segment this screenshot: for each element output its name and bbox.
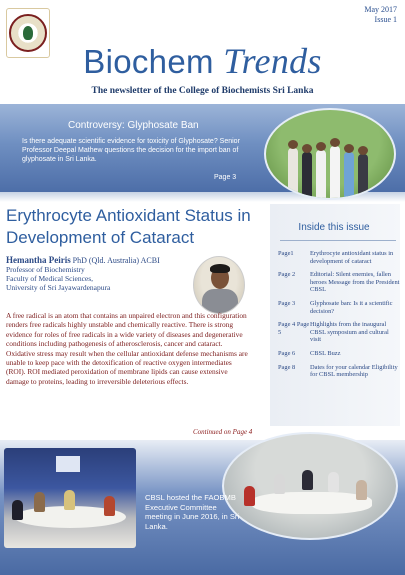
- continued-link[interactable]: Continued on Page 4: [193, 428, 253, 436]
- toc-desc: Editorial: Silent enemies, fallen heroes Message from the President CBSL: [310, 271, 400, 294]
- attendee-figure: [302, 470, 313, 490]
- controversy-heading: Controversy: Glyphosate Ban: [68, 120, 199, 131]
- article-title: Erythrocyte Antioxidant Status in Development of Cataract: [6, 206, 251, 247]
- attendee-figure: [356, 480, 367, 500]
- toc-desc: Glyphosate ban: Is it a scientific decision?: [310, 299, 393, 315]
- projector-screen: [56, 456, 80, 472]
- attendee-figure: [104, 496, 115, 516]
- toc-item[interactable]: [278, 271, 400, 294]
- newsletter-subtitle: The newsletter of the College of Biochemists Sri Lanka: [91, 86, 314, 96]
- author-block: [6, 256, 196, 292]
- newsletter-title: [0, 40, 405, 82]
- meeting-table: [252, 492, 372, 514]
- toc-desc: Erythrocyte antioxidant status in development of cataract: [310, 250, 394, 265]
- controversy-page-link[interactable]: Page 3: [214, 174, 237, 181]
- title-plain: Biochem: [83, 43, 224, 80]
- issue-date: May 2017: [364, 5, 397, 14]
- toc-desc: Highlights from the inaugural CBSL symposium and cultural visit: [310, 321, 389, 344]
- person-figure: [316, 150, 326, 198]
- toc-item[interactable]: [278, 364, 400, 379]
- author-degree: PhD (Qld. Australia) ACBI: [72, 256, 160, 265]
- author-line: Professor of Biochemistry: [6, 265, 85, 274]
- toc-title: Inside this issue: [298, 222, 370, 233]
- photo-caption: CBSL hosted the FAOBMB Executive Committee meeting in June 2016, in Sri Lanka.: [145, 493, 240, 531]
- toc-desc: Dates for your calendar Eligibility for CBSL membership: [310, 363, 398, 379]
- group-photo: [264, 108, 396, 200]
- toc-page: Page 8: [278, 363, 296, 371]
- person-figure: [302, 152, 312, 198]
- issue-info: [364, 5, 397, 25]
- meeting-photo-right: [222, 432, 398, 540]
- author-line: Faculty of Medical Sciences,: [6, 274, 94, 283]
- author-name: Hemantha Peiris: [6, 255, 71, 265]
- person-figure: [288, 148, 298, 198]
- toc-page: Page 4 Page 5: [278, 321, 310, 336]
- attendee-figure: [64, 490, 75, 510]
- toc-page: Page1: [278, 250, 294, 257]
- attendee-figure: [244, 486, 255, 506]
- controversy-text: Is there adequate scientific evidence for toxicity of Glyphosate? Senior Professor Deepal Mathew questions the decision for the import ban of glyphosate in Sri Lanka.: [22, 138, 240, 163]
- toc-list: [278, 250, 400, 385]
- toc-desc: CBSL Buzz: [310, 349, 341, 357]
- author-line: University of Sri Jayawardenapura: [6, 283, 111, 292]
- toc-page: Page 2: [278, 271, 296, 279]
- toc-item[interactable]: [278, 350, 400, 358]
- person-figure: [330, 146, 340, 198]
- toc-page: Page 6: [278, 349, 296, 357]
- person-figure: [358, 154, 368, 198]
- issue-number: Issue 1: [374, 15, 397, 24]
- toc-item[interactable]: [278, 250, 400, 265]
- toc-item[interactable]: [278, 300, 400, 315]
- attendee-figure: [328, 472, 339, 492]
- article-body: A free radical is an atom that contains an unpaired electron and this configuration renders free radicals highly unstable and chemically reactive. There is strong evidence for roles of free radicals in a wide variety of diseases and degenerative conditions including pathogenesis of atherosclerosis, cancer and cataract. Oxidative stress may result when the cellular antioxidant defense mechanisms are unable to keep pace with the detoxification of reactive oxygen intermediates (ROI). ROI mediated peroxidation of membrane lipids can cause extensive damage to proteins, leading to irreversible deleterious effects.: [6, 311, 248, 386]
- title-italic: Trends: [223, 41, 322, 81]
- person-figure: [344, 152, 354, 198]
- toc-page: Page 3: [278, 299, 296, 307]
- attendee-figure: [274, 474, 285, 494]
- author-portrait: [193, 256, 245, 314]
- attendee-figure: [34, 492, 45, 512]
- toc-divider: [280, 240, 396, 241]
- attendee-figure: [12, 500, 23, 520]
- toc-item[interactable]: [278, 321, 400, 344]
- meeting-photo-left: [4, 448, 136, 548]
